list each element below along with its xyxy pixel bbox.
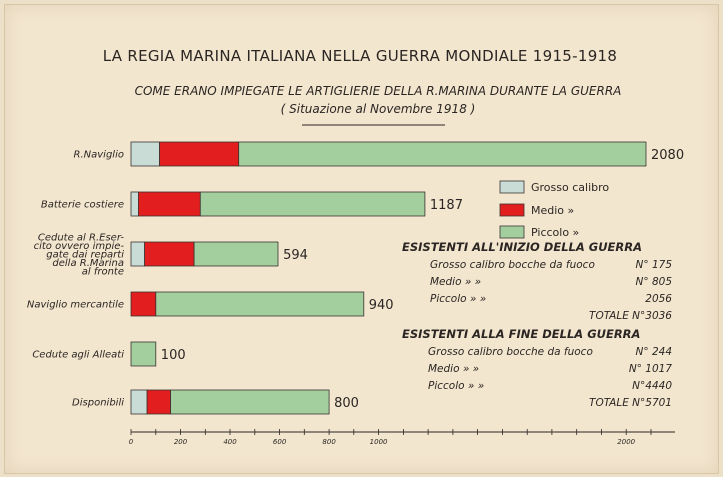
category-label: Batterie costiere <box>40 199 124 211</box>
x-tick-label: 600 <box>272 438 287 446</box>
annotation-start-row-value: N° 805 <box>635 276 672 288</box>
bar-segment-piccolo <box>200 192 425 216</box>
annotation-start-row-label: Medio » » <box>430 276 482 288</box>
category-row <box>27 292 394 316</box>
annotation-start-row-value: N° 175 <box>635 259 672 271</box>
bar-total-label: 1187 <box>429 198 463 213</box>
category-row <box>32 342 185 366</box>
bar-segment-piccolo <box>156 292 364 316</box>
category-label: Cedute al R.Eser-cito ovvero impie-gate dai reparti della R.Marina al fronte <box>33 232 124 278</box>
annotation-start-row-value: 2056 <box>645 293 672 305</box>
legend <box>500 181 609 239</box>
bar-segment-piccolo <box>194 242 278 266</box>
x-tick-label: 400 <box>223 438 237 446</box>
bar-total-label: 100 <box>160 348 186 363</box>
annotation-end-row-label: Medio » » <box>428 363 480 375</box>
bar-segment-grosso <box>131 142 160 166</box>
x-tick-label: 200 <box>173 438 188 446</box>
legend-swatch <box>500 204 524 216</box>
x-tick-label: 1000 <box>369 438 388 446</box>
legend-label: Medio » <box>531 204 575 217</box>
legend-item <box>500 181 609 194</box>
bar-segment-medio <box>138 192 200 216</box>
bar-segment-medio <box>131 292 156 316</box>
category-row <box>34 233 308 278</box>
annotation-end-row-value: N° 1017 <box>628 363 672 375</box>
annotation-end-row-value: N°4440 <box>632 380 672 392</box>
annotation-start-row-label: Grosso calibro bocche da fuoco <box>430 259 595 271</box>
legend-label: Grosso calibro <box>531 181 610 194</box>
annotation-start-heading: ESISTENTI ALL'INIZIO DELLA GUERRA <box>402 240 643 254</box>
chart-subtitle-date: ( Situazione al Novembre 1918 ) <box>280 102 476 116</box>
legend-swatch <box>500 181 524 193</box>
x-axis <box>129 429 675 446</box>
bar-segment-grosso <box>131 242 145 266</box>
bar-segment-piccolo <box>131 342 156 366</box>
x-tick-label: 800 <box>322 438 336 446</box>
annotation-end-of-war <box>402 327 672 409</box>
chart-title: LA REGIA MARINA ITALIANA NELLA GUERRA MONDIALE 1915-1918 <box>102 47 618 65</box>
annotation-end-total: TOTALE N°5701 <box>589 397 672 409</box>
annotation-end-row-value: N° 244 <box>635 346 672 358</box>
legend-label: Piccolo » <box>531 226 580 239</box>
annotation-start-of-war <box>402 240 672 322</box>
category-row <box>72 390 359 414</box>
bar-segment-piccolo <box>171 390 330 414</box>
category-row <box>74 142 685 166</box>
annotation-start-row-label: Piccolo » » <box>430 293 487 305</box>
bar-total-label: 2080 <box>651 148 685 163</box>
x-tick-label: 0 <box>128 438 134 446</box>
legend-item <box>500 226 579 239</box>
bar-segment-grosso <box>131 192 138 216</box>
bar-segment-piccolo <box>239 142 646 166</box>
category-label: Disponibili <box>72 397 124 409</box>
category-label: R.Naviglio <box>73 149 124 161</box>
bar-total-label: 800 <box>334 396 359 411</box>
bar-segment-medio <box>160 142 239 166</box>
bar-total-label: 594 <box>283 248 308 263</box>
annotation-end-row-label: Piccolo » » <box>428 380 485 392</box>
annotation-end-row-label: Grosso calibro bocche da fuoco <box>428 346 593 358</box>
category-label: Cedute agli Alleati <box>32 349 124 361</box>
bar-total-label: 940 <box>368 298 394 313</box>
category-row <box>41 192 463 216</box>
annotation-end-heading: ESISTENTI ALLA FINE DELLA GUERRA <box>402 327 641 341</box>
bar-segment-medio <box>145 242 195 266</box>
legend-swatch <box>500 226 524 238</box>
x-tick-label: 2000 <box>617 438 636 446</box>
legend-item <box>500 204 574 217</box>
bar-segment-medio <box>147 390 171 414</box>
category-label: Naviglio mercantile <box>26 299 124 311</box>
chart-subtitle: COME ERANO IMPIEGATE LE ARTIGLIERIE DELLA R.MARINA DURANTE LA GUERRA <box>134 84 622 98</box>
annotation-start-total: TOTALE N°3036 <box>589 310 672 322</box>
bar-segment-grosso <box>131 390 147 414</box>
